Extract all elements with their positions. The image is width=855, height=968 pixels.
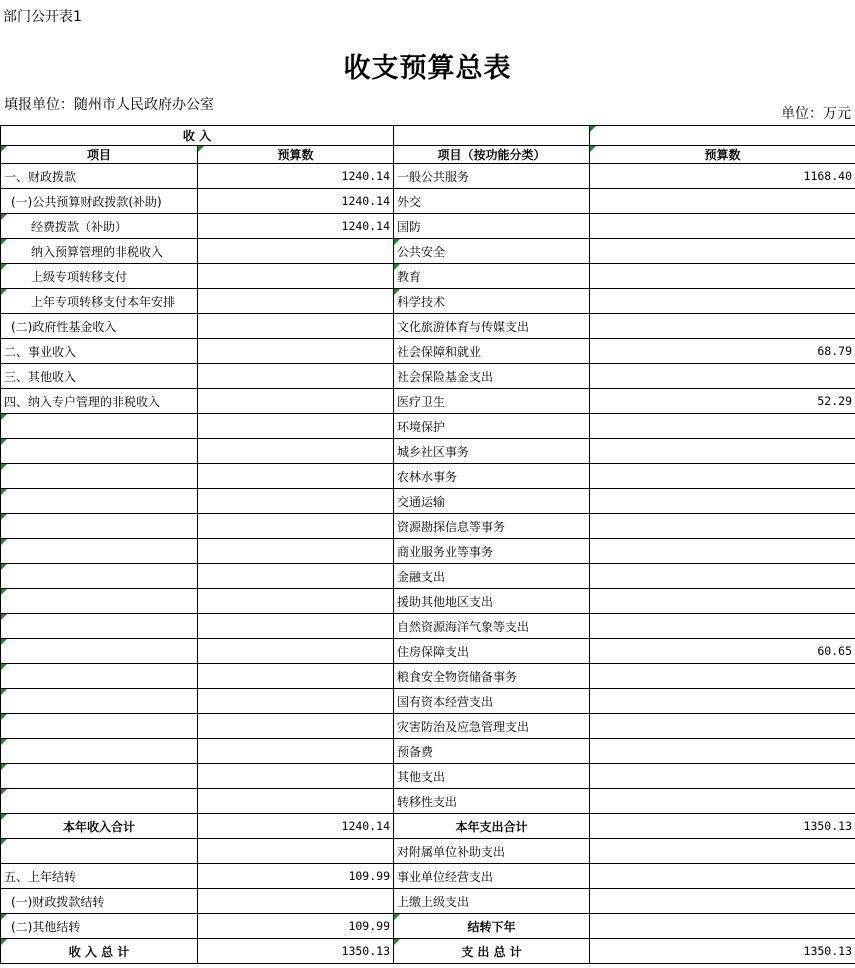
table-row xyxy=(1,939,855,964)
income-amount-cell xyxy=(198,764,394,789)
expense-amount-cell xyxy=(590,864,855,889)
income-item-cell xyxy=(1,514,198,539)
cell-marker xyxy=(1,464,7,470)
table-row xyxy=(1,339,855,364)
expense-item-cell: 社会保障和就业 xyxy=(394,339,590,364)
income-item-cell: 经费拨款（补助） xyxy=(1,214,198,239)
table-row xyxy=(1,214,855,239)
expense-amount-cell xyxy=(590,189,855,214)
cell-marker xyxy=(1,539,7,545)
expense-amount-cell xyxy=(590,589,855,614)
expense-amount-cell xyxy=(590,364,855,389)
table-row xyxy=(1,539,855,564)
expense-amount-cell: 52.29 xyxy=(590,389,855,414)
income-amount-cell xyxy=(198,539,394,564)
income-item-cell: 本年收入合计 xyxy=(1,814,198,839)
income-amount-cell xyxy=(198,689,394,714)
income-item-cell xyxy=(1,439,198,464)
expense-amount-cell xyxy=(590,464,855,489)
cell-marker xyxy=(1,514,7,520)
cell-marker xyxy=(1,414,7,420)
table-row xyxy=(1,639,855,664)
income-item-cell: 四、纳入专户管理的非税收入 xyxy=(1,389,198,414)
cell-marker xyxy=(590,146,596,152)
table-row xyxy=(1,414,855,439)
expense-amount-cell: 1350.13 xyxy=(590,939,855,964)
table-row xyxy=(1,264,855,289)
income-amount-cell xyxy=(198,589,394,614)
cell-marker xyxy=(1,789,7,795)
expense-item-cell: 事业单位经营支出 xyxy=(394,864,590,889)
income-item-cell: 收 入 总 计 xyxy=(1,939,198,964)
income-amount-cell: 1240.14 xyxy=(198,814,394,839)
table-row xyxy=(1,489,855,514)
income-amount-cell xyxy=(198,414,394,439)
expense-amount-cell xyxy=(590,764,855,789)
income-amount-cell xyxy=(198,614,394,639)
table-row xyxy=(1,764,855,789)
expense-item-cell: 灾害防治及应急管理支出 xyxy=(394,714,590,739)
table-row xyxy=(1,864,855,889)
income-item-cell xyxy=(1,839,198,864)
header-row xyxy=(1,146,855,164)
expense-item-cell: 金融支出 xyxy=(394,564,590,589)
expense-item-cell: 公共安全 xyxy=(394,239,590,264)
cell-marker xyxy=(1,589,7,595)
income-amount-cell xyxy=(198,714,394,739)
expense-item-cell: 交通运输 xyxy=(394,489,590,514)
expense-item-cell: 城乡社区事务 xyxy=(394,439,590,464)
expense-item-cell: 支 出 总 计 xyxy=(394,939,590,964)
expense-item-cell: 上缴上级支出 xyxy=(394,889,590,914)
cell-marker xyxy=(1,714,7,720)
cell-marker xyxy=(1,489,7,495)
cell-marker xyxy=(1,939,7,945)
expense-item-cell: 预备费 xyxy=(394,739,590,764)
table-row xyxy=(1,589,855,614)
cell-marker xyxy=(1,839,7,845)
table-row xyxy=(1,689,855,714)
expense-amount-cell xyxy=(590,714,855,739)
table-row xyxy=(1,889,855,914)
cell-marker xyxy=(394,264,400,270)
income-item-cell: 五、上年结转 xyxy=(1,864,198,889)
section-expense xyxy=(394,126,590,146)
expense-amount-cell: 1350.13 xyxy=(590,814,855,839)
table-row xyxy=(1,564,855,589)
income-item-cell: (一)公共预算财政拨款(补助) xyxy=(1,189,198,214)
income-amount-cell: 109.99 xyxy=(198,864,394,889)
table-row xyxy=(1,364,855,389)
income-amount-cell xyxy=(198,664,394,689)
cell-marker xyxy=(1,239,7,245)
income-amount-cell xyxy=(198,489,394,514)
income-amount-cell xyxy=(198,639,394,664)
expense-item-cell: 自然资源海洋气象等支出 xyxy=(394,614,590,639)
income-amount-cell xyxy=(198,889,394,914)
income-item-cell: 二、事业收入 xyxy=(1,339,198,364)
expense-amount-cell xyxy=(590,689,855,714)
expense-amount-cell xyxy=(590,439,855,464)
table-row xyxy=(1,189,855,214)
expense-item-cell: 外交 xyxy=(394,189,590,214)
income-item-cell: (一)财政拨款结转 xyxy=(1,889,198,914)
income-item-cell: 上级专项转移支付 xyxy=(1,264,198,289)
budget-table xyxy=(0,125,855,964)
income-amount-cell: 1240.14 xyxy=(198,214,394,239)
expense-item-cell: 一般公共服务 xyxy=(394,164,590,189)
cell-marker xyxy=(1,146,7,152)
expense-item-cell: 环境保护 xyxy=(394,414,590,439)
expense-amount-cell xyxy=(590,539,855,564)
expense-amount-cell xyxy=(590,839,855,864)
income-amount-cell xyxy=(198,264,394,289)
expense-item-cell: 医疗卫生 xyxy=(394,389,590,414)
table-row xyxy=(1,664,855,689)
income-item-cell: 上年专项转移支付本年安排 xyxy=(1,289,198,314)
expense-item-cell: 住房保障支出 xyxy=(394,639,590,664)
cell-marker xyxy=(1,439,7,445)
header-income-amount: 预算数 xyxy=(198,146,394,164)
header-income-item: 项目 xyxy=(1,146,198,164)
expense-amount-cell: 68.79 xyxy=(590,339,855,364)
cell-marker xyxy=(394,914,400,920)
table-row xyxy=(1,464,855,489)
table-row xyxy=(1,839,855,864)
section-income: 收 入 xyxy=(1,126,394,146)
header-expense-item: 项目（按功能分类） xyxy=(394,146,590,164)
header-expense-amount: 预算数 xyxy=(590,146,855,164)
table-row xyxy=(1,714,855,739)
income-amount-cell xyxy=(198,314,394,339)
expense-amount-cell xyxy=(590,314,855,339)
section-row xyxy=(1,126,855,146)
expense-item-cell: 社会保险基金支出 xyxy=(394,364,590,389)
income-item-cell xyxy=(1,589,198,614)
income-item-cell xyxy=(1,764,198,789)
cell-marker xyxy=(198,146,204,152)
income-item-cell: (二)其他结转 xyxy=(1,914,198,939)
income-item-cell: 一、财政拨款 xyxy=(1,164,198,189)
cell-marker xyxy=(1,689,7,695)
income-amount-cell xyxy=(198,564,394,589)
expense-amount-cell xyxy=(590,214,855,239)
expense-item-cell: 粮食安全物资储备事务 xyxy=(394,664,590,689)
income-amount-cell xyxy=(198,289,394,314)
income-item-cell xyxy=(1,714,198,739)
income-amount-cell: 1240.14 xyxy=(198,189,394,214)
income-item-cell xyxy=(1,614,198,639)
expense-amount-cell xyxy=(590,664,855,689)
table-row xyxy=(1,289,855,314)
income-amount-cell xyxy=(198,839,394,864)
unit-label: 单位：万元 xyxy=(781,106,851,122)
income-item-cell xyxy=(1,489,198,514)
income-amount-cell xyxy=(198,739,394,764)
expense-amount-cell xyxy=(590,739,855,764)
expense-item-cell: 国防 xyxy=(394,214,590,239)
expense-amount-cell xyxy=(590,614,855,639)
income-amount-cell xyxy=(198,389,394,414)
cell-marker xyxy=(394,239,400,245)
expense-amount-cell xyxy=(590,789,855,814)
income-amount-cell: 1240.14 xyxy=(198,164,394,189)
expense-amount-cell xyxy=(590,564,855,589)
expense-item-cell: 国有资本经营支出 xyxy=(394,689,590,714)
expense-item-cell: 文化旅游体育与传媒支出 xyxy=(394,314,590,339)
income-item-cell: (二)政府性基金收入 xyxy=(1,314,198,339)
income-item-cell xyxy=(1,539,198,564)
table-row xyxy=(1,789,855,814)
table-row xyxy=(1,314,855,339)
expense-item-cell: 结转下年 xyxy=(394,914,590,939)
cell-marker xyxy=(1,739,7,745)
table-row xyxy=(1,914,855,939)
table-row xyxy=(1,439,855,464)
table-row xyxy=(1,389,855,414)
cell-marker xyxy=(1,214,7,220)
income-item-cell xyxy=(1,414,198,439)
expense-amount-cell: 60.65 xyxy=(590,639,855,664)
income-amount-cell xyxy=(198,514,394,539)
table-row xyxy=(1,814,855,839)
table-row xyxy=(1,514,855,539)
income-amount-cell: 1350.13 xyxy=(198,939,394,964)
income-amount-cell xyxy=(198,239,394,264)
income-item-cell xyxy=(1,789,198,814)
filling-unit: 填报单位：随州市人民政府办公室 xyxy=(4,97,214,113)
cell-marker xyxy=(394,939,400,945)
income-amount-cell xyxy=(198,464,394,489)
table-row xyxy=(1,164,855,189)
cell-marker xyxy=(590,126,596,132)
expense-item-cell: 对附属单位补助支出 xyxy=(394,839,590,864)
cell-marker xyxy=(1,814,7,820)
expense-item-cell: 农林水事务 xyxy=(394,464,590,489)
income-item-cell xyxy=(1,689,198,714)
expense-amount-cell: 1168.40 xyxy=(590,164,855,189)
cell-marker xyxy=(394,289,400,295)
income-amount-cell xyxy=(198,439,394,464)
income-item-cell xyxy=(1,564,198,589)
cell-marker xyxy=(1,264,7,270)
table-row xyxy=(1,614,855,639)
cell-marker xyxy=(1,564,7,570)
income-item-cell xyxy=(1,464,198,489)
expense-item-cell: 其他支出 xyxy=(394,764,590,789)
expense-amount-cell xyxy=(590,239,855,264)
expense-item-cell: 资源勘探信息等事务 xyxy=(394,514,590,539)
cell-marker xyxy=(1,914,7,920)
expense-item-cell: 商业服务业等事务 xyxy=(394,539,590,564)
cell-marker xyxy=(1,764,7,770)
table-row xyxy=(1,239,855,264)
expense-amount-cell xyxy=(590,289,855,314)
section-blank xyxy=(590,126,855,146)
expense-amount-cell xyxy=(590,914,855,939)
cell-marker xyxy=(1,664,7,670)
income-item-cell xyxy=(1,639,198,664)
expense-amount-cell xyxy=(590,514,855,539)
cell-marker xyxy=(1,639,7,645)
income-amount-cell: 109.99 xyxy=(198,914,394,939)
income-amount-cell xyxy=(198,789,394,814)
expense-amount-cell xyxy=(590,489,855,514)
page-title: 收支预算总表 xyxy=(343,53,512,84)
expense-item-cell: 转移性支出 xyxy=(394,789,590,814)
document-label: 部门公开表1 xyxy=(3,9,82,25)
income-amount-cell xyxy=(198,339,394,364)
income-amount-cell xyxy=(198,364,394,389)
expense-amount-cell xyxy=(590,414,855,439)
income-item-cell xyxy=(1,664,198,689)
income-item-cell xyxy=(1,739,198,764)
expense-amount-cell xyxy=(590,889,855,914)
income-item-cell: 纳入预算管理的非税收入 xyxy=(1,239,198,264)
cell-marker xyxy=(1,289,7,295)
expense-item-cell: 教育 xyxy=(394,264,590,289)
cell-marker xyxy=(1,614,7,620)
expense-amount-cell xyxy=(590,264,855,289)
table-row xyxy=(1,739,855,764)
expense-item-cell: 科学技术 xyxy=(394,289,590,314)
income-item-cell: 三、其他收入 xyxy=(1,364,198,389)
expense-item-cell: 本年支出合计 xyxy=(394,814,590,839)
expense-item-cell: 援助其他地区支出 xyxy=(394,589,590,614)
